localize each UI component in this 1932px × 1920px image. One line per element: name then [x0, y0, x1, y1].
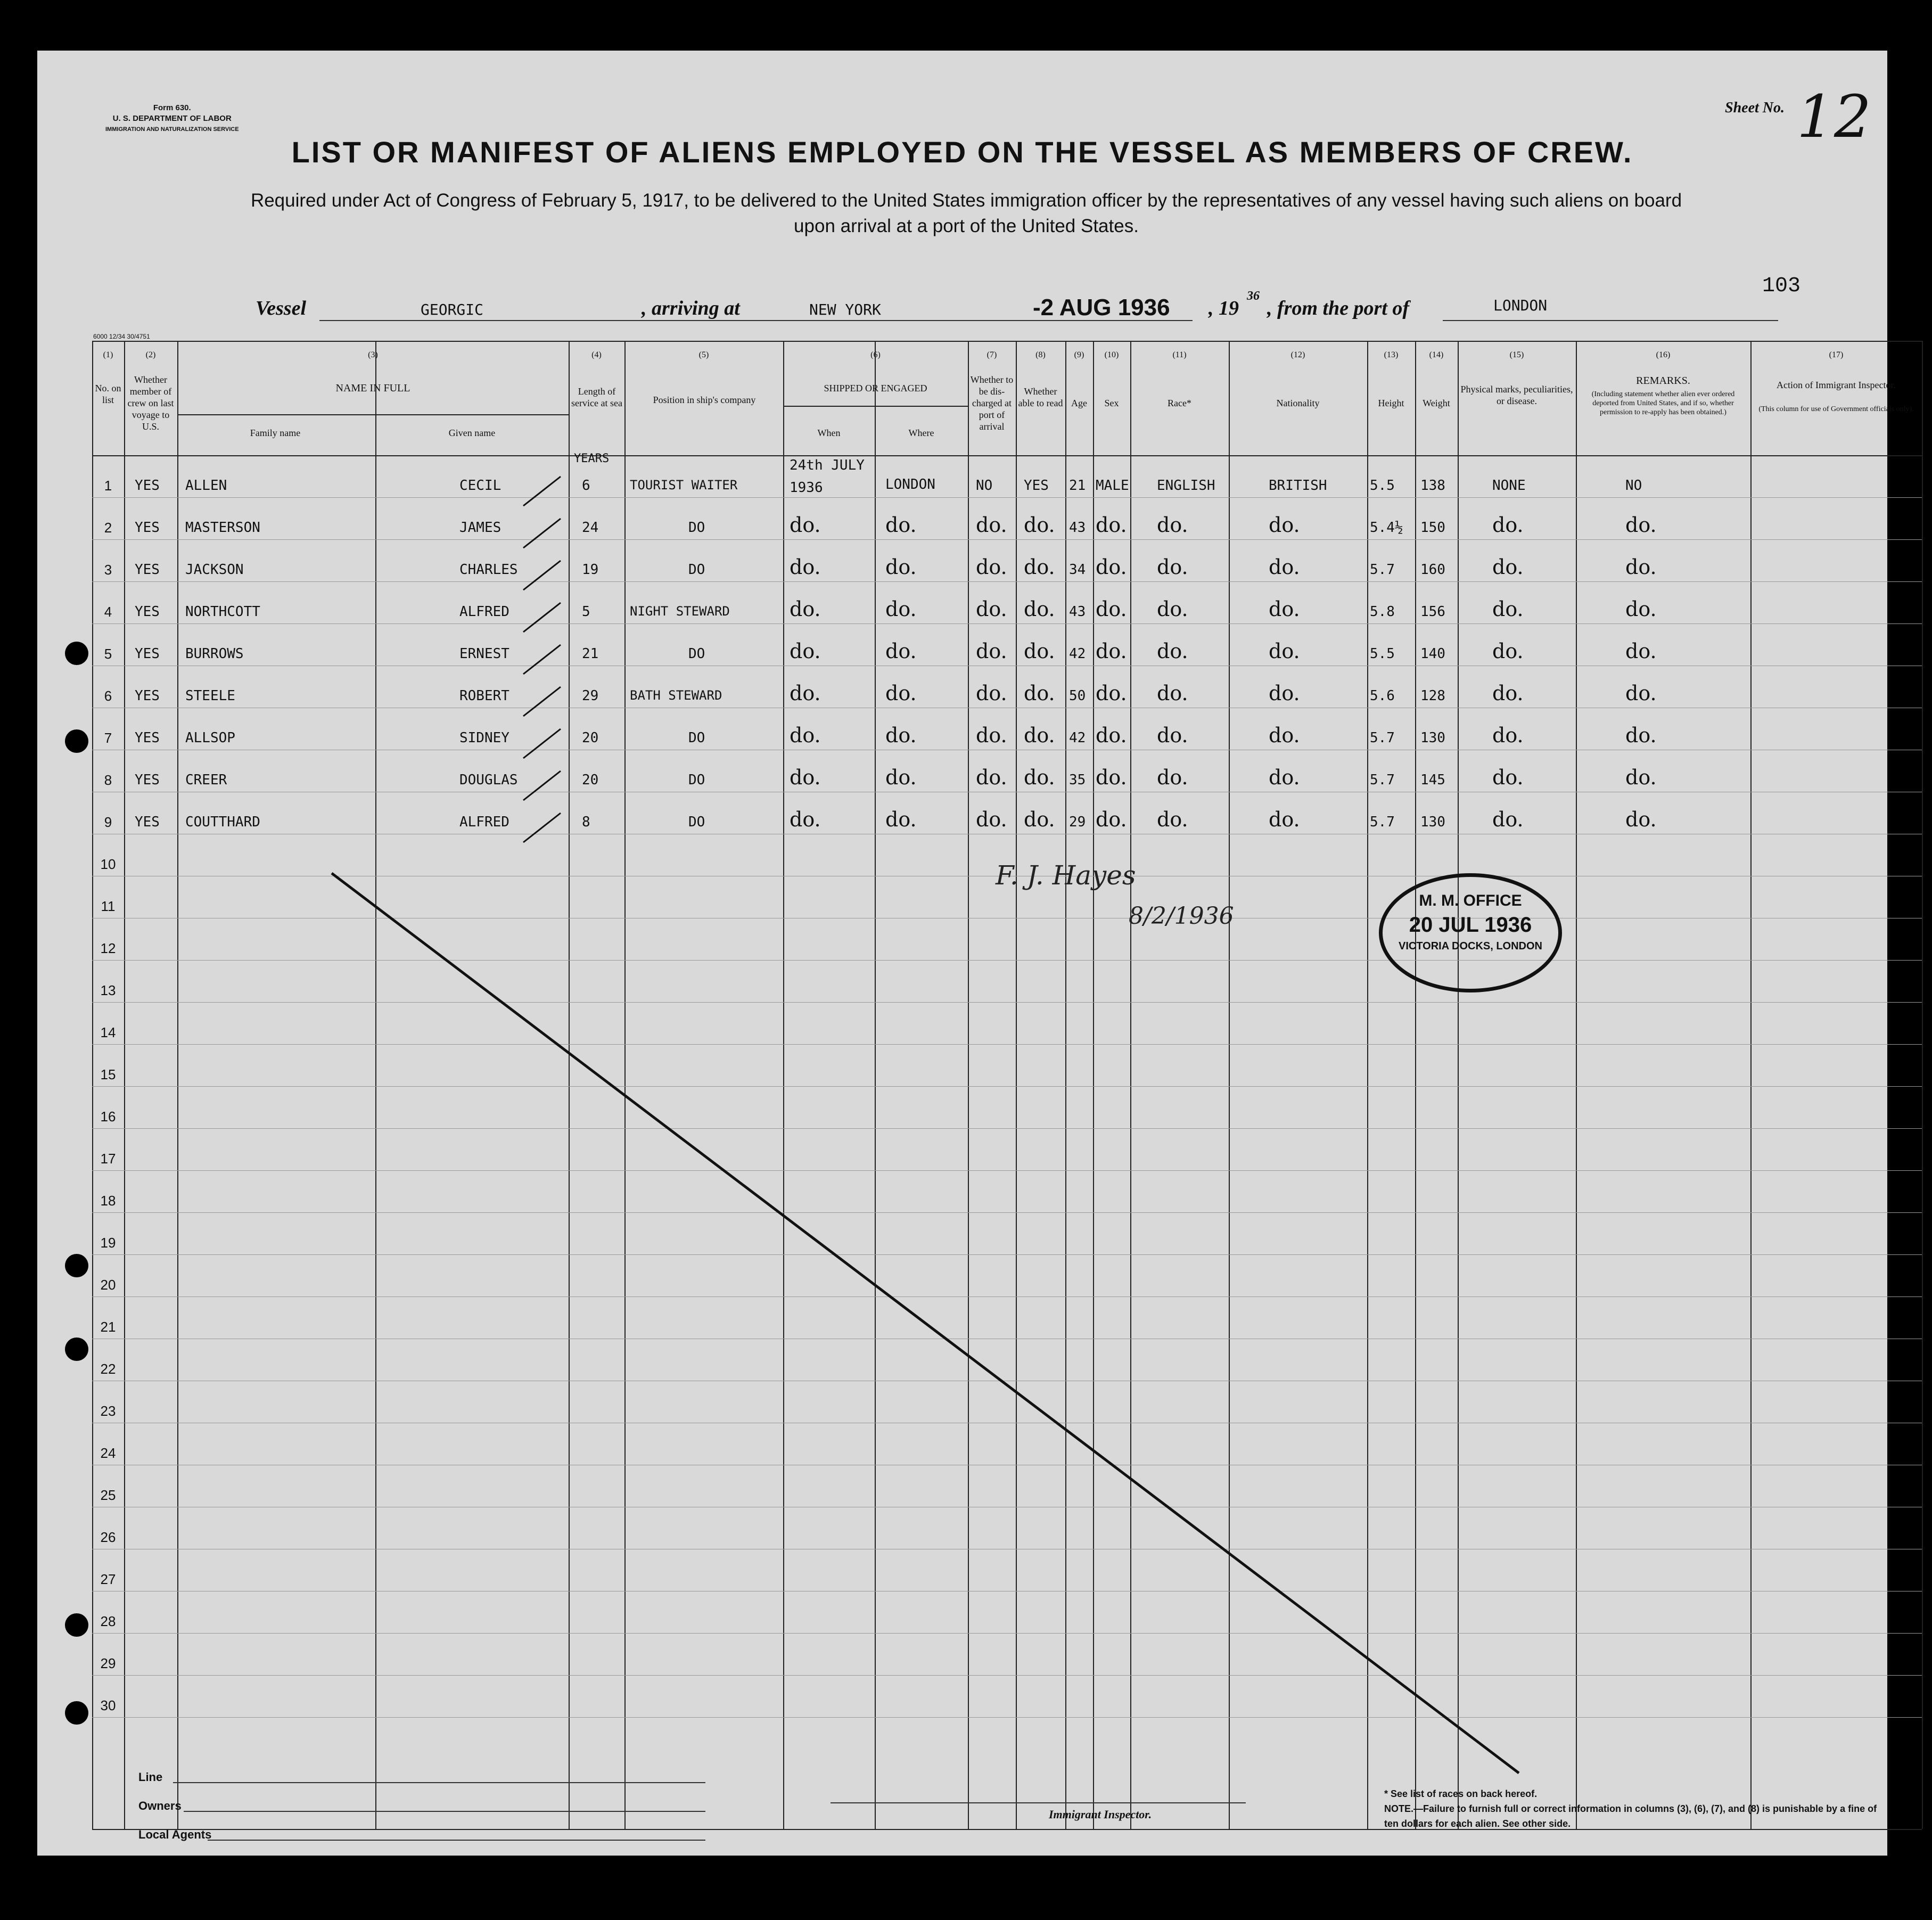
header-weight: Weight [1423, 398, 1450, 408]
fine-note: NOTE.—Failure to furnish full or correct information in columns (3), (6), (7), and (8) is punishable by a fine of ten dollars for each alien. See other side. [1384, 1803, 1877, 1829]
position-cell: NIGHT STEWARD [630, 604, 730, 619]
stamp-date: 20 JUL 1936 [1409, 913, 1532, 937]
able-read-cell: do. [1024, 808, 1055, 831]
service-years-cell: 20 [582, 772, 599, 788]
row-number: 30 [100, 1697, 116, 1713]
nationality-cell: do. [1269, 513, 1300, 537]
year-label: , 19 [1208, 297, 1239, 319]
header-height: Height [1378, 398, 1404, 408]
column-number: (1) [103, 350, 113, 359]
race-cell: do. [1157, 639, 1188, 663]
shipped-where-cell: do. [885, 766, 917, 789]
able-read-cell: do. [1024, 724, 1055, 747]
weight-cell: 150 [1420, 520, 1445, 536]
department-label: U. S. DEPARTMENT OF LABOR [112, 114, 232, 123]
nationality-cell: do. [1269, 555, 1300, 579]
punch-hole [65, 729, 88, 753]
sex-cell: do. [1096, 724, 1127, 747]
physical-marks-cell: NONE [1492, 478, 1526, 494]
able-read-cell: YES [1024, 478, 1049, 494]
shipped-when-cell: do. [790, 724, 821, 747]
discharged-cell: NO [976, 478, 993, 494]
owners-label: Owners [138, 1799, 182, 1812]
age-cell: 50 [1069, 688, 1086, 704]
crew-cell: YES [135, 604, 160, 620]
column-number: (17) [1829, 350, 1844, 359]
shipped-where-cell: do. [885, 808, 917, 831]
row-number: 21 [100, 1319, 116, 1335]
header-no-on-list: No. on list [95, 383, 121, 405]
row-number: 7 [104, 730, 112, 746]
race-cell: do. [1157, 513, 1188, 537]
age-cell: 42 [1069, 730, 1086, 746]
punch-hole [65, 1701, 88, 1725]
height-cell: 5.8 [1370, 604, 1395, 620]
age-cell: 21 [1069, 478, 1086, 494]
family-name-cell: COUTTHARD [185, 814, 260, 830]
weight-cell: 128 [1420, 688, 1445, 704]
able-read-cell: do. [1024, 555, 1055, 579]
service-years-cell: 20 [582, 730, 599, 746]
remarks-cell: do. [1625, 724, 1657, 747]
discharged-cell: do. [976, 682, 1007, 705]
column-number: (6) [870, 350, 881, 359]
physical-marks-cell: do. [1492, 513, 1524, 537]
stamp-office: M. M. OFFICE [1419, 892, 1522, 909]
row-number: 11 [101, 898, 116, 914]
column-number: (12) [1290, 350, 1305, 359]
sex-cell: MALE [1096, 478, 1129, 494]
row-number: 24 [100, 1445, 116, 1461]
shipped-where-cell: LONDON [885, 477, 935, 493]
shipped-when-cell: do. [790, 766, 821, 789]
race-cell: do. [1157, 766, 1188, 789]
service-years-cell: 6 [582, 478, 590, 494]
column-number: (11) [1172, 350, 1187, 359]
header-sex: Sex [1104, 398, 1119, 408]
column-number: (5) [698, 350, 709, 359]
height-cell: 5.4½ [1370, 520, 1403, 536]
row-number: 22 [100, 1361, 116, 1377]
header-action: Action of Immigrant Inspector. [1777, 380, 1896, 390]
row-number: 8 [104, 772, 112, 788]
crew-cell: YES [135, 562, 160, 578]
column-number: (2) [145, 350, 156, 359]
sex-cell: do. [1096, 808, 1127, 831]
header-position: Position in ship's company [653, 395, 756, 405]
shipped-when-cell: do. [790, 639, 821, 663]
sex-cell: do. [1096, 513, 1127, 537]
row-number: 27 [100, 1571, 116, 1587]
service-years-cell: 19 [582, 562, 599, 578]
header-shipped: SHIPPED OR ENGAGED [824, 383, 927, 393]
from-port: LONDON [1493, 297, 1548, 314]
crew-cell: YES [135, 814, 160, 830]
physical-marks-cell: do. [1492, 808, 1524, 831]
remarks-cell: do. [1625, 555, 1657, 579]
line-label: Line [138, 1770, 163, 1784]
age-cell: 35 [1069, 772, 1086, 788]
header-remarks-note: (Including statement whether alien ever ordered deported from United States, and if so, whether permission to re-apply has been obtained.) [1591, 390, 1735, 416]
row-number: 1 [104, 478, 112, 494]
height-cell: 5.7 [1370, 814, 1395, 830]
family-name-cell: ALLEN [185, 478, 227, 494]
family-name-cell: NORTHCOTT [185, 604, 260, 620]
row-number: 29 [100, 1655, 116, 1671]
service-years-cell: 8 [582, 814, 590, 830]
family-name-cell: MASTERSON [185, 520, 260, 536]
race-cell: do. [1157, 682, 1188, 705]
nationality-cell: do. [1269, 597, 1300, 621]
service-years-cell: 29 [582, 688, 599, 704]
header-when: When [817, 428, 841, 438]
physical-marks-cell: do. [1492, 682, 1524, 705]
able-read-cell: do. [1024, 513, 1055, 537]
position-cell: TOURIST WAITER [630, 478, 738, 493]
remarks-cell: do. [1625, 597, 1657, 621]
stamp-location: VICTORIA DOCKS, LONDON [1398, 940, 1542, 952]
row-number: 23 [100, 1403, 116, 1419]
weight-cell: 160 [1420, 562, 1445, 578]
crew-cell: YES [135, 478, 160, 494]
column-number: (10) [1104, 350, 1119, 359]
header-discharged: Whether to be dis-charged at port of arrival [970, 374, 1014, 432]
punch-hole [65, 1338, 88, 1361]
form-label: Form 630. [153, 103, 191, 112]
race-cell: ENGLISH [1157, 478, 1215, 494]
nationality-cell: do. [1269, 639, 1300, 663]
crew-manifest-table [92, 341, 1922, 1829]
discharged-cell: do. [976, 597, 1007, 621]
given-name-cell: CECIL [459, 478, 502, 494]
office-stamp [1379, 873, 1562, 992]
row-number: 19 [100, 1235, 116, 1251]
column-number: (7) [986, 350, 997, 359]
physical-marks-cell: do. [1492, 555, 1524, 579]
row-number: 26 [100, 1529, 116, 1545]
weight-cell: 140 [1420, 646, 1445, 662]
row-number: 28 [100, 1613, 116, 1629]
sex-cell: do. [1096, 766, 1127, 789]
position-cell: DO [688, 646, 705, 662]
crew-cell: YES [135, 772, 160, 788]
nationality-cell: do. [1269, 724, 1300, 747]
footnote [1384, 1786, 1890, 1831]
column-number: (9) [1074, 350, 1084, 359]
row-number: 3 [104, 562, 112, 578]
print-code: 6000 12/34 30/4751 [93, 333, 150, 340]
inspector-signature: F. J. Hayes [996, 860, 1136, 891]
row-number: 12 [100, 940, 116, 956]
column-number: (8) [1035, 350, 1046, 359]
header-action-note: (This column for use of Government officials only). [1758, 405, 1914, 413]
row-number: 16 [100, 1109, 116, 1125]
column-number: (13) [1384, 350, 1399, 359]
family-name-cell: STEELE [185, 688, 235, 704]
family-name-cell: ALLSOP [185, 730, 235, 746]
header-nationality: Nationality [1276, 398, 1320, 408]
row-number: 14 [100, 1024, 116, 1040]
shipped-when-cell: do. [790, 555, 821, 579]
discharged-cell: do. [976, 724, 1007, 747]
discharged-cell: do. [976, 513, 1007, 537]
race-cell: do. [1157, 597, 1188, 621]
able-read-cell: do. [1024, 682, 1055, 705]
given-name-cell: SIDNEY [459, 730, 509, 746]
given-name-cell: ALFRED [459, 814, 509, 830]
family-name-cell: JACKSON [185, 562, 244, 578]
row-number: 2 [104, 520, 112, 536]
remarks-cell: NO [1625, 478, 1642, 494]
punch-hole [65, 1254, 88, 1277]
shipped-where-cell: do. [885, 513, 917, 537]
height-cell: 5.7 [1370, 730, 1395, 746]
height-cell: 5.5 [1370, 646, 1395, 662]
sex-cell: do. [1096, 682, 1127, 705]
race-note: * See list of races on back hereof. [1384, 1788, 1538, 1799]
position-cell: DO [688, 730, 705, 746]
able-read-cell: do. [1024, 766, 1055, 789]
manifest-sheet [37, 51, 1914, 1856]
from-port-label: , from the port of [1267, 297, 1410, 319]
shipped-when-cell: 24th JULY 1936 [790, 457, 865, 496]
position-cell: DO [688, 520, 705, 536]
position-cell: DO [688, 814, 705, 830]
able-read-cell: do. [1024, 597, 1055, 621]
row-number: 4 [104, 604, 112, 620]
service-years-cell: 21 [582, 646, 599, 662]
column-number: (16) [1656, 350, 1671, 359]
age-cell: 29 [1069, 814, 1086, 830]
header-where: Where [908, 428, 934, 438]
vessel-name: GEORGIC [421, 301, 484, 318]
shipped-where-cell: do. [885, 597, 917, 621]
physical-marks-cell: do. [1492, 597, 1524, 621]
service-years-cell: 5 [582, 604, 590, 620]
crew-cell: YES [135, 520, 160, 536]
crew-cell: YES [135, 646, 160, 662]
remarks-cell: do. [1625, 808, 1657, 831]
column-number: (3) [368, 350, 378, 359]
able-read-cell: do. [1024, 639, 1055, 663]
nationality-cell: do. [1269, 808, 1300, 831]
physical-marks-cell: do. [1492, 639, 1524, 663]
header-able-read: Whether able to read [1018, 386, 1063, 408]
crew-cell: YES [135, 688, 160, 704]
header-given-name: Given name [448, 428, 496, 438]
weight-cell: 138 [1420, 478, 1445, 494]
race-cell: do. [1157, 724, 1188, 747]
shipped-where-cell: do. [885, 555, 917, 579]
vessel-label: Vessel [256, 297, 306, 319]
position-cell: DO [688, 562, 705, 578]
header-race: Race* [1168, 398, 1191, 408]
row-number: 18 [100, 1193, 116, 1209]
header-family-name: Family name [250, 428, 301, 438]
age-cell: 42 [1069, 646, 1086, 662]
physical-marks-cell: do. [1492, 766, 1524, 789]
shipped-when-cell: do. [790, 513, 821, 537]
shipped-when-cell: do. [790, 682, 821, 705]
weight-cell: 145 [1420, 772, 1445, 788]
sex-cell: do. [1096, 555, 1127, 579]
column-number: (15) [1509, 350, 1524, 359]
shipped-where-cell: do. [885, 724, 917, 747]
family-name-cell: CREER [185, 772, 227, 788]
remarks-cell: do. [1625, 513, 1657, 537]
page-title: LIST OR MANIFEST OF ALIENS EMPLOYED ON THE VESSEL AS MEMBERS OF CREW. [291, 135, 1633, 169]
arriving-port: NEW YORK [809, 301, 881, 318]
year-value: 36 [1247, 289, 1260, 303]
local-agents-label: Local Agents [138, 1828, 212, 1841]
page-number: 103 [1762, 274, 1801, 298]
header-name-in-full: NAME IN FULL [335, 382, 410, 394]
physical-marks-cell: do. [1492, 724, 1524, 747]
punch-hole [65, 642, 88, 665]
service-label: IMMIGRATION AND NATURALIZATION SERVICE [105, 126, 239, 133]
height-cell: 5.7 [1370, 772, 1395, 788]
weight-cell: 130 [1420, 814, 1445, 830]
arriving-label: , arriving at [642, 297, 740, 319]
row-number: 10 [100, 856, 116, 872]
arrival-date-stamp: -2 AUG 1936 [1033, 294, 1170, 321]
shipped-when-cell: do. [790, 597, 821, 621]
row-number: 25 [100, 1487, 116, 1503]
row-number: 17 [100, 1151, 116, 1167]
sheet-number-value: 12 [1797, 83, 1871, 151]
age-cell: 43 [1069, 604, 1086, 620]
age-cell: 34 [1069, 562, 1086, 578]
height-cell: 5.6 [1370, 688, 1395, 704]
vessel-line [256, 289, 1778, 326]
remarks-cell: do. [1625, 639, 1657, 663]
service-years-cell: 24 [582, 520, 599, 536]
signature-date: 8/2/1936 [1129, 902, 1234, 930]
family-name-cell: BURROWS [185, 646, 244, 662]
header-physical: Physical marks, peculiarities, or disease. [1460, 384, 1573, 406]
position-cell: DO [688, 772, 705, 788]
nationality-cell: BRITISH [1269, 478, 1327, 494]
form-header [105, 103, 239, 135]
given-name-cell: ROBERT [459, 688, 509, 704]
given-name-cell: DOUGLAS [459, 772, 518, 788]
header-member-crew: Whether member of crew on last voyage to U.S. [127, 374, 174, 432]
given-name-cell: ERNEST [459, 646, 509, 662]
weight-cell: 156 [1420, 604, 1445, 620]
discharged-cell: do. [976, 639, 1007, 663]
row-number: 13 [100, 982, 116, 998]
column-number: (14) [1429, 350, 1444, 359]
age-cell: 43 [1069, 520, 1086, 536]
discharged-cell: do. [976, 555, 1007, 579]
race-cell: do. [1157, 555, 1188, 579]
sheet-number-label: Sheet No. [1725, 100, 1785, 116]
shipped-when-cell: do. [790, 808, 821, 831]
height-cell: 5.5 [1370, 478, 1395, 494]
row-number: 15 [100, 1066, 116, 1082]
discharged-cell: do. [976, 766, 1007, 789]
header-age: Age [1071, 398, 1087, 408]
inspector-label: Immigrant Inspector. [1049, 1808, 1152, 1821]
given-name-cell: CHARLES [459, 562, 518, 578]
sex-cell: do. [1096, 639, 1127, 663]
row-number: 5 [104, 646, 112, 662]
remarks-cell: do. [1625, 766, 1657, 789]
header-length-service: Length of service at sea [571, 386, 622, 408]
nationality-cell: do. [1269, 682, 1300, 705]
header-remarks: REMARKS. [1636, 375, 1690, 387]
nationality-cell: do. [1269, 766, 1300, 789]
column-number: (4) [591, 350, 602, 359]
discharged-cell: do. [976, 808, 1007, 831]
service-unit-label: YEARS [574, 452, 610, 465]
row-number: 20 [100, 1277, 116, 1293]
cancellation-line [92, 341, 1922, 1829]
row-number: 9 [104, 814, 112, 830]
shipped-where-cell: do. [885, 639, 917, 663]
punch-hole [65, 1613, 88, 1637]
shipped-where-cell: do. [885, 682, 917, 705]
remarks-cell: do. [1625, 682, 1657, 705]
race-cell: do. [1157, 808, 1188, 831]
given-name-cell: JAMES [459, 520, 502, 536]
height-cell: 5.7 [1370, 562, 1395, 578]
position-cell: BATH STEWARD [630, 688, 722, 703]
sex-cell: do. [1096, 597, 1127, 621]
row-number: 6 [104, 688, 112, 704]
given-name-cell: ALFRED [459, 604, 509, 620]
weight-cell: 130 [1420, 730, 1445, 746]
crew-cell: YES [135, 730, 160, 746]
page-subtitle: Required under Act of Congress of February 5, 1917, to be delivered to the United States immigration officer by the representatives of any vessel having such aliens on board upon arrival at a port of the United States. [250, 190, 1682, 236]
